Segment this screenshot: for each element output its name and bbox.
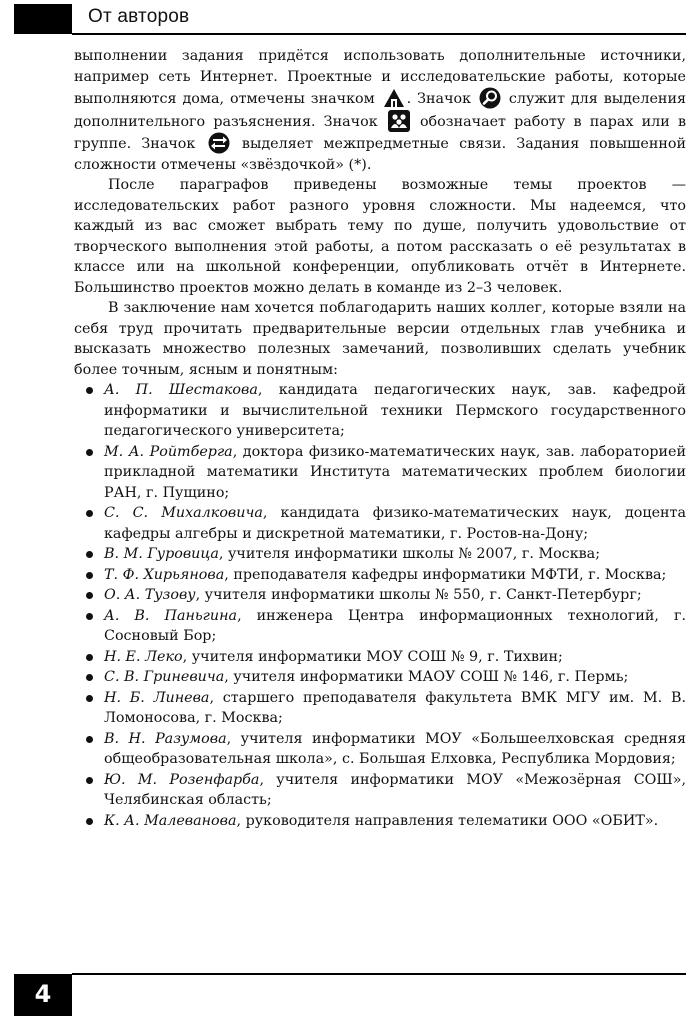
list-item bbox=[74, 606, 686, 647]
person-name: Н. Б. Линева bbox=[104, 689, 210, 706]
person-description: , учителя информатики МОУ «Межозёрная СОШ», Челябинская область; bbox=[104, 771, 686, 808]
text-fragment: служит для выделения дополнительного разъяснения. Значок bbox=[74, 91, 686, 130]
page-title: От авторов bbox=[88, 6, 190, 27]
acknowledgements-list bbox=[74, 380, 686, 831]
list-item bbox=[74, 667, 686, 688]
list-item bbox=[74, 688, 686, 729]
list-item bbox=[74, 729, 686, 770]
paragraph-icons-legend bbox=[74, 46, 686, 175]
person-description: , учителя информатики МОУ СОШ № 9, г. Тихвин; bbox=[182, 648, 563, 665]
footer-rule bbox=[72, 973, 686, 975]
text-fragment: выделяет межпредметные связи. Задания повышенной сложности отмечены «звёздочкой» (*). bbox=[74, 136, 687, 173]
page-number: 4 bbox=[34, 980, 52, 1008]
list-item bbox=[74, 544, 686, 565]
text-fragment: выполнении задания придётся использовать дополнительные источники, например сеть Интернет. Проектные и исследовательские работы, которые выполняются дома, отмечены значком bbox=[74, 48, 686, 107]
person-name: А. В. Паньгина bbox=[104, 607, 238, 624]
header-rule bbox=[72, 33, 686, 35]
person-description: , учителя информатики МОУ «Большеелховская средняя общеобразовательная школа», с. Большая Елховка, Республика Мордовия; bbox=[104, 730, 686, 767]
list-item bbox=[74, 770, 686, 811]
person-name: О. А. Тузову bbox=[104, 587, 196, 603]
person-name: В. Н. Разумова bbox=[104, 730, 227, 747]
person-description: , руководителя направления телематики ООО «ОБИТ». bbox=[236, 812, 659, 829]
person-description: , преподавателя кафедры информатики МФТИ, г. Москва; bbox=[224, 566, 667, 583]
person-name: К. А. Малеванова bbox=[104, 812, 237, 829]
person-description: , учителя информатики школы № 550, г. Санкт-Петербург; bbox=[195, 587, 642, 603]
home-icon bbox=[383, 87, 405, 109]
person-description: , учителя информатики МАОУ СОШ № 146, г. Пермь; bbox=[224, 669, 629, 685]
list-item bbox=[74, 380, 686, 442]
person-name: Т. Ф. Хирьянова bbox=[104, 566, 225, 583]
group-icon bbox=[388, 110, 410, 132]
person-description: , доктора физико-математических наук, зав. лабораторией прикладной математики Института математических проблем биологии РАН, г. Пущино; bbox=[104, 443, 686, 501]
text-fragment: обозначает работу в парах или в группе. Значок bbox=[74, 113, 686, 152]
list-item bbox=[74, 811, 686, 832]
person-description: , кандидата педагогических наук, зав. кафедрой информатики и вычислительной техники Пермского государственного педагогического университета; bbox=[104, 382, 687, 439]
person-name: Н. Е. Леко bbox=[104, 648, 183, 665]
paragraph-acknowledgements: В заключение нам хочется поблагодарить наших коллег, которые взяли на себя труд прочитать предварительные версии отдельных глав учебника и высказать множество полезных замечаний, позволивших сделать учебник более точным, ясным и понятным: bbox=[74, 300, 686, 378]
magnifier-icon bbox=[479, 87, 501, 109]
person-name: С. С. Михалковича bbox=[104, 505, 263, 521]
person-description: , старшего преподавателя факультета ВМК МГУ им. М. В. Ломоносова, г. Москва; bbox=[104, 689, 686, 726]
person-description: , учителя информатики школы № 2007, г. Москва; bbox=[218, 546, 601, 562]
list-item bbox=[74, 503, 686, 544]
list-item bbox=[74, 647, 686, 668]
person-name: А. П. Шестакова bbox=[104, 382, 258, 398]
list-item bbox=[74, 442, 686, 504]
list-item bbox=[74, 565, 686, 586]
page-header bbox=[0, 0, 698, 40]
text-fragment: . Значок bbox=[406, 91, 472, 107]
person-description: , инженера Центра информационных технологий, г. Сосновый Бор; bbox=[104, 607, 686, 644]
person-name: С. В. Гриневича bbox=[104, 669, 225, 685]
person-description: , кандидата физико-математических наук, доцента кафедры алгебры и дискретной математики, г. Ростов-на-Дону; bbox=[104, 505, 686, 542]
person-name: М. А. Ройтберга bbox=[104, 443, 233, 460]
person-name: Ю. М. Розенфарба bbox=[104, 771, 260, 788]
paragraph-projects: После параграфов приведены возможные темы проектов — исследовательских работ разного уровня сложности. Мы надеемся, что каждый из вас сможет выбрать тему по душе, получить удовольствие от творческого выполнения этой работы, а потом рассказать о её результатах в классе или на школьной конференции, опубликовать отчёт в Интернете. Большинство проектов можно делать в команде из 2–3 человек. bbox=[74, 177, 686, 296]
page-content bbox=[74, 46, 686, 831]
list-item bbox=[74, 585, 686, 606]
person-name: В. М. Гуровица bbox=[104, 546, 219, 562]
interdisciplinary-icon bbox=[208, 132, 230, 154]
header-black-block bbox=[14, 4, 72, 34]
